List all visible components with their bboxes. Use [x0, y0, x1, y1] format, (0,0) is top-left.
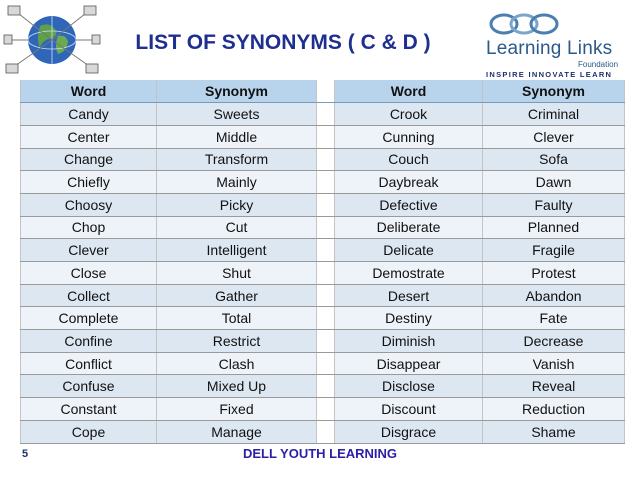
table-row	[21, 125, 625, 148]
table-cell: Couch	[335, 148, 483, 171]
table-cell: Diminish	[335, 330, 483, 353]
table-cell	[317, 216, 335, 239]
table-cell: Fixed	[157, 398, 317, 421]
table-cell	[317, 262, 335, 285]
table-cell: Complete	[21, 307, 157, 330]
table-cell: Decrease	[483, 330, 625, 353]
table-cell: Fate	[483, 307, 625, 330]
table-cell: Deliberate	[335, 216, 483, 239]
table-row	[21, 375, 625, 398]
table-cell: Crook	[335, 103, 483, 126]
table-cell: Mixed Up	[157, 375, 317, 398]
table-cell: Clever	[483, 125, 625, 148]
synonyms-table	[20, 80, 624, 444]
table-cell: Close	[21, 262, 157, 285]
table-cell: Manage	[157, 420, 317, 443]
table-cell: Shame	[483, 420, 625, 443]
table-cell: Vanish	[483, 352, 625, 375]
table-cell: Cunning	[335, 125, 483, 148]
column-header-word: Word	[21, 80, 157, 103]
table-cell: Sofa	[483, 148, 625, 171]
table-cell: Gather	[157, 284, 317, 307]
table-row	[21, 103, 625, 126]
table-cell	[317, 375, 335, 398]
table-cell	[317, 307, 335, 330]
footer-text: DELL YOUTH LEARNING	[242, 446, 398, 461]
table-cell	[317, 171, 335, 194]
table-cell	[317, 125, 335, 148]
table-cell: Intelligent	[157, 239, 317, 262]
table-cell: Collect	[21, 284, 157, 307]
table-cell: Shut	[157, 262, 317, 285]
table-row	[21, 330, 625, 353]
table-cell: Delicate	[335, 239, 483, 262]
logo-subtitle: Foundation	[578, 60, 619, 69]
table-cell: Disappear	[335, 352, 483, 375]
table-cell: Chiefly	[21, 171, 157, 194]
table-cell: Discount	[335, 398, 483, 421]
table-cell: Criminal	[483, 103, 625, 126]
column-header-word: Word	[335, 80, 483, 103]
column-header-synonym: Synonym	[157, 80, 317, 103]
table-cell: Clever	[21, 239, 157, 262]
table-cell: Cope	[21, 420, 157, 443]
logo-name: Learning Links	[486, 38, 613, 59]
page-number: 5	[22, 448, 29, 460]
logo-tagline: INSPIRE INNOVATE LEARN	[486, 70, 613, 79]
table-cell: Choosy	[21, 193, 157, 216]
table-cell: Reduction	[483, 398, 625, 421]
table-cell: Demostrate	[335, 262, 483, 285]
table-cell: Sweets	[157, 103, 317, 126]
table-cell: Clash	[157, 352, 317, 375]
globe-network-icon	[2, 2, 102, 78]
table-cell: Defective	[335, 193, 483, 216]
learning-links-logo	[478, 8, 634, 78]
table-row	[21, 284, 625, 307]
table-cell	[317, 398, 335, 421]
table-cell: Cut	[157, 216, 317, 239]
table-cell: Constant	[21, 398, 157, 421]
table-row	[21, 352, 625, 375]
table-cell: Desert	[335, 284, 483, 307]
table-row	[21, 148, 625, 171]
table-cell: Destiny	[335, 307, 483, 330]
table-cell: Fragile	[483, 239, 625, 262]
table-cell	[317, 239, 335, 262]
table-cell: Disclose	[335, 375, 483, 398]
table-cell	[317, 148, 335, 171]
table-cell: Transform	[157, 148, 317, 171]
table-cell: Confuse	[21, 375, 157, 398]
table-cell	[317, 193, 335, 216]
table-cell: Mainly	[157, 171, 317, 194]
table-cell: Reveal	[483, 375, 625, 398]
table-cell: Chop	[21, 216, 157, 239]
table-cell: Disgrace	[335, 420, 483, 443]
table-cell: Change	[21, 148, 157, 171]
table-cell: Candy	[21, 103, 157, 126]
table-row	[21, 420, 625, 443]
table-cell: Abandon	[483, 284, 625, 307]
table-cell: Confine	[21, 330, 157, 353]
table-row	[21, 171, 625, 194]
table-cell: Daybreak	[335, 171, 483, 194]
table-cell	[317, 420, 335, 443]
table-cell: Protest	[483, 262, 625, 285]
table-cell: Middle	[157, 125, 317, 148]
table-cell: Dawn	[483, 171, 625, 194]
table-cell	[317, 330, 335, 353]
column-header-gap	[317, 80, 335, 103]
table-cell: Center	[21, 125, 157, 148]
table-row	[21, 239, 625, 262]
table-cell: Picky	[157, 193, 317, 216]
table-cell: Faulty	[483, 193, 625, 216]
table-header-row	[21, 80, 625, 103]
linked-rings-icon	[488, 10, 560, 38]
table-cell: Total	[157, 307, 317, 330]
table-row	[21, 216, 625, 239]
table-cell: Conflict	[21, 352, 157, 375]
table-cell: Restrict	[157, 330, 317, 353]
table-row	[21, 262, 625, 285]
table-row	[21, 307, 625, 330]
table-cell	[317, 103, 335, 126]
column-header-synonym: Synonym	[483, 80, 625, 103]
table-cell	[317, 352, 335, 375]
table-cell: Planned	[483, 216, 625, 239]
slide-title: LIST OF SYNONYMS ( C & D )	[135, 31, 431, 54]
table-row	[21, 398, 625, 421]
table-row	[21, 193, 625, 216]
table-cell	[317, 284, 335, 307]
